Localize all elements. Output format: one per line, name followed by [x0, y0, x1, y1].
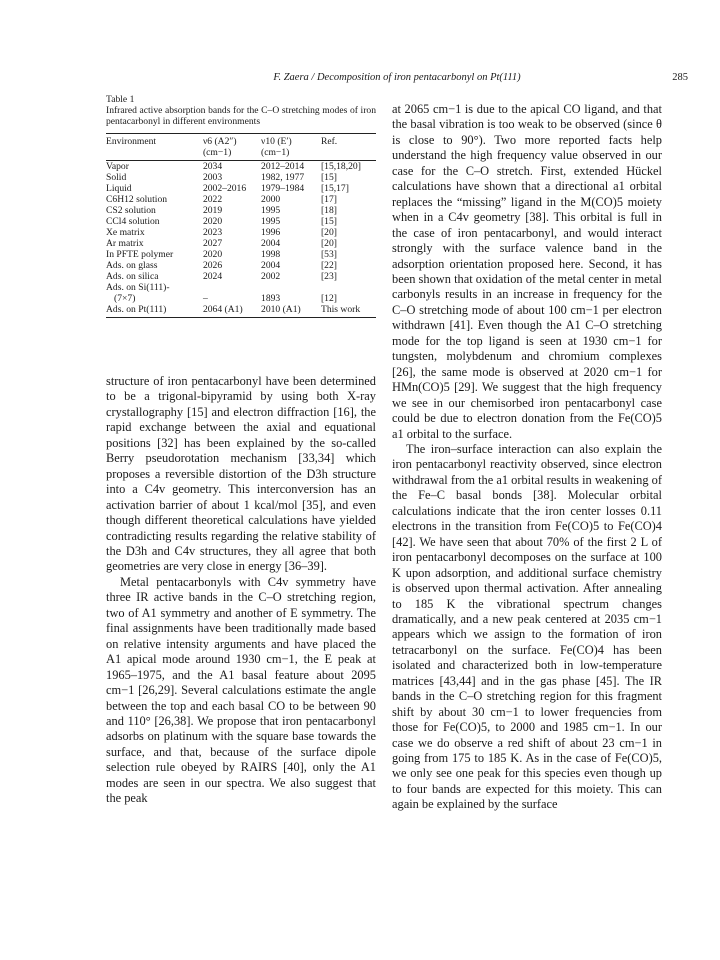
cell-ref: [53]: [320, 249, 337, 260]
left-paragraph-1: structure of iron pentacarbonyl have been determined to be a trigonal-bipyramid by using both X-ray crystallography [15] and electron diffraction [16], the rapid exchange between the axial and equational positions [32] has been explained by the so-called Berry pseudorotation mechanism [33,34] which proposes a reversible distortion of the D3h structure into a C4v geometry. This interconversion has an activation barrier of about 1 kcal/mol [35], and even though different theoretical calculations have yielded contradicting results regarding the relative stability of the D3h and C4v structures, they all agree that both geometries are very close in energy [36–39].: [106, 374, 376, 574]
cell-environment: Liquid: [106, 183, 132, 194]
cell-ref: [15,18,20]: [320, 161, 361, 172]
cell-v6: 2019: [202, 205, 223, 216]
table-row: [106, 282, 376, 293]
cell-v10: 1998: [261, 249, 281, 260]
cell-environment: C6H12 solution: [106, 194, 168, 205]
cell-v10: 2004: [261, 260, 281, 271]
cell-environment: Ads. on glass: [106, 260, 158, 271]
cell-environment: Solid: [106, 172, 127, 183]
cell-v10: 2010 (A1): [261, 304, 321, 318]
cell-environment: Ads. on silica: [106, 271, 159, 282]
cell-v6: 2002–2016: [202, 183, 247, 194]
header-environment: Environment: [106, 134, 203, 148]
table-row: [106, 183, 376, 194]
right-paragraph-1: at 2065 cm−1 is due to the apical CO ligand, and that the basal vibration is too weak to be observed (since θ is close to 90°). Two more reported facts help understand the high frequency value observed in our case for the C–O stretch. First, extended Hückel calculations have shown that a directional a1 orbital replaces the “missing” ligand in the M(CO)5 moiety when in a C4v geometry [38]. This orbital is full in the case of iron pentacarbonyl, and would interact strongly with the surface valence band in the adsorption orientation proposed here. Second, it has been shown that oxidation of the metal center in metal carbonyls results in an increase in frequency for the C–O stretching mode of about 100 cm−1 per electron withdrawn [41]. Even though the A1 C–O stretching mode for the top ligand is seen at 1930 cm−1 for tungsten, molybdenum and chromium complexes [26], the same mode is observed at 2020 cm−1 for HMn(CO)5 [29]. We suggest that the high frequency we see in our chemisorbed iron pentacarbonyl case could be due to electron donation from the Fe(CO)5 a1 orbital to the surface.: [392, 102, 662, 441]
cell-v10: 2004: [261, 238, 281, 249]
cell-environment: Ads. on Si(111)-: [106, 282, 170, 293]
cell-v6: 2023: [202, 227, 223, 238]
header-ref: Ref.: [321, 134, 376, 148]
table-caption: [106, 94, 376, 127]
cell-environment: In PFTE polymer: [106, 249, 174, 260]
table-caption-text: Infrared active absorption bands for the C–O stretching modes of iron pentacarbonyl in different environments: [106, 105, 376, 127]
cell-ref: [17]: [320, 194, 337, 205]
cell-ref: [15]: [320, 172, 337, 183]
cell-ref: [22]: [320, 260, 337, 271]
cell-v6: 2026: [202, 260, 223, 271]
left-column: [106, 94, 376, 807]
cell-v10: 1979–1984: [261, 183, 305, 194]
header-v6-unit: (cm−1): [203, 147, 261, 161]
table-row: [106, 249, 376, 260]
table-row: [106, 216, 376, 227]
cell-v10: 2012–2014: [261, 161, 305, 172]
running-title: F. Zaera / Decomposition of iron pentacarbonyl on Pt(111): [273, 72, 521, 83]
cell-ref: [18]: [320, 205, 337, 216]
table-label: Table 1: [106, 94, 135, 105]
cell-v6: –: [202, 293, 208, 304]
table-row: [106, 304, 376, 318]
cell-environment: (7×7): [114, 293, 136, 304]
header-v6: ν6 (A2″): [203, 134, 261, 148]
table-row: [106, 205, 376, 216]
cell-v10: 1995: [261, 205, 281, 216]
cell-v6: 2022: [202, 194, 223, 205]
cell-v6: 2027: [202, 238, 223, 249]
cell-v6: 2003: [202, 172, 223, 183]
cell-v10: [261, 282, 321, 293]
table-row: [106, 238, 376, 249]
table-row: [106, 293, 376, 304]
cell-v6: [203, 282, 261, 293]
cell-environment: Vapor: [106, 161, 129, 172]
cell-ref: This work: [321, 304, 376, 318]
cell-environment: Ads. on Pt(111): [106, 304, 203, 318]
cell-v6: 2034: [202, 161, 223, 172]
right-column: [392, 102, 662, 813]
cell-environment: CCl4 solution: [106, 216, 160, 227]
cell-environment: Ar matrix: [106, 238, 144, 249]
cell-v10: 1996: [261, 227, 281, 238]
cell-v10: 2000: [261, 194, 281, 205]
table-row: [106, 227, 376, 238]
left-paragraph-2: Metal pentacarbonyls with C4v symmetry have three IR active bands in the C–O stretching region, two of A1 symmetry and another of E symmetry. The final assignments have been traditionally made based on relative intensity arguments and have placed the A1 apical mode around 1930 cm−1, the E peak at 1965–1975, and the A1 basal feature about 2095 cm−1 [26,29]. Several calculations estimate the angle between the top and each basal CO to be between 90 and 110° [26,38]. We propose that iron pentacarbonyl adsorbs on platinum with the square base towards the surface, and that, because of the surface dipole selection rule obeyed by RAIRS [40], only the A1 modes are seen in our spectra. We also suggest that the peak: [106, 574, 376, 806]
cell-v6: 2064 (A1): [203, 304, 261, 318]
table-row: [106, 260, 376, 271]
table-row: [106, 172, 376, 183]
cell-v10: 1893: [261, 293, 281, 304]
running-header: [106, 72, 688, 88]
cell-v10: 1995: [261, 216, 281, 227]
cell-ref: [12]: [320, 293, 337, 304]
cell-v10: 2002: [261, 271, 281, 282]
cell-v6: 2024: [202, 271, 223, 282]
right-paragraph-2: The iron–surface interaction can also explain the iron pentacarbonyl reactivity observed, since electron withdrawal from the a1 orbital results in weakening of the Fe–C basal bonds [38]. Molecular orbital calculations indicate that the iron center losses 0.11 electrons in the transition from Fe(CO)5 to Fe(CO)4 [42]. We have seen that about 70% of the first 2 L of iron pentacarbonyl decomposes on the surface at 100 K upon adsorption, and additional surface chemistry is observed upon thermal activation. After annealing to 185 K the vibrational spectrum changes dramatically, and a new peak centered at 2035 cm−1 appears which we assign to the formation of iron tetracarbonyl on the surface. Fe(CO)4 has been isolated and characterized both in low-temperature matrices [43,44] and in the gas phase [45]. The IR bands in the C–O stretching region for this fragment shift by about 30 cm−1 to lower frequencies from those for Fe(CO)5, to 2000 and 1985 cm−1. In our case we do observe a red shift of about 23 cm−1 in going from 175 to 185 K. As in the case of Fe(CO)5, we only see one peak for this species even though up to four bands are expected for this moiety. This can again be explained by the surface: [392, 441, 662, 812]
cell-v10: 1982, 1977: [261, 172, 305, 183]
table-row: [106, 194, 376, 205]
cell-ref: [321, 282, 376, 293]
cell-v6: 2020: [202, 249, 223, 260]
data-table: [106, 133, 376, 318]
cell-ref: [20]: [320, 227, 337, 238]
cell-environment: CS2 solution: [106, 205, 156, 216]
page-number: 285: [672, 72, 688, 83]
table-row: [106, 161, 376, 173]
header-v10-unit: (cm−1): [261, 147, 321, 161]
table-row: [106, 271, 376, 282]
cell-ref: [15]: [320, 216, 337, 227]
cell-ref: [23]: [320, 271, 337, 282]
left-body-text: [106, 374, 376, 807]
cell-ref: [15,17]: [320, 183, 349, 194]
header-v10: ν10 (E′): [261, 134, 321, 148]
table-1: [106, 94, 376, 318]
cell-v6: 2020: [202, 216, 223, 227]
cell-ref: [20]: [320, 238, 337, 249]
cell-environment: Xe matrix: [106, 227, 145, 238]
